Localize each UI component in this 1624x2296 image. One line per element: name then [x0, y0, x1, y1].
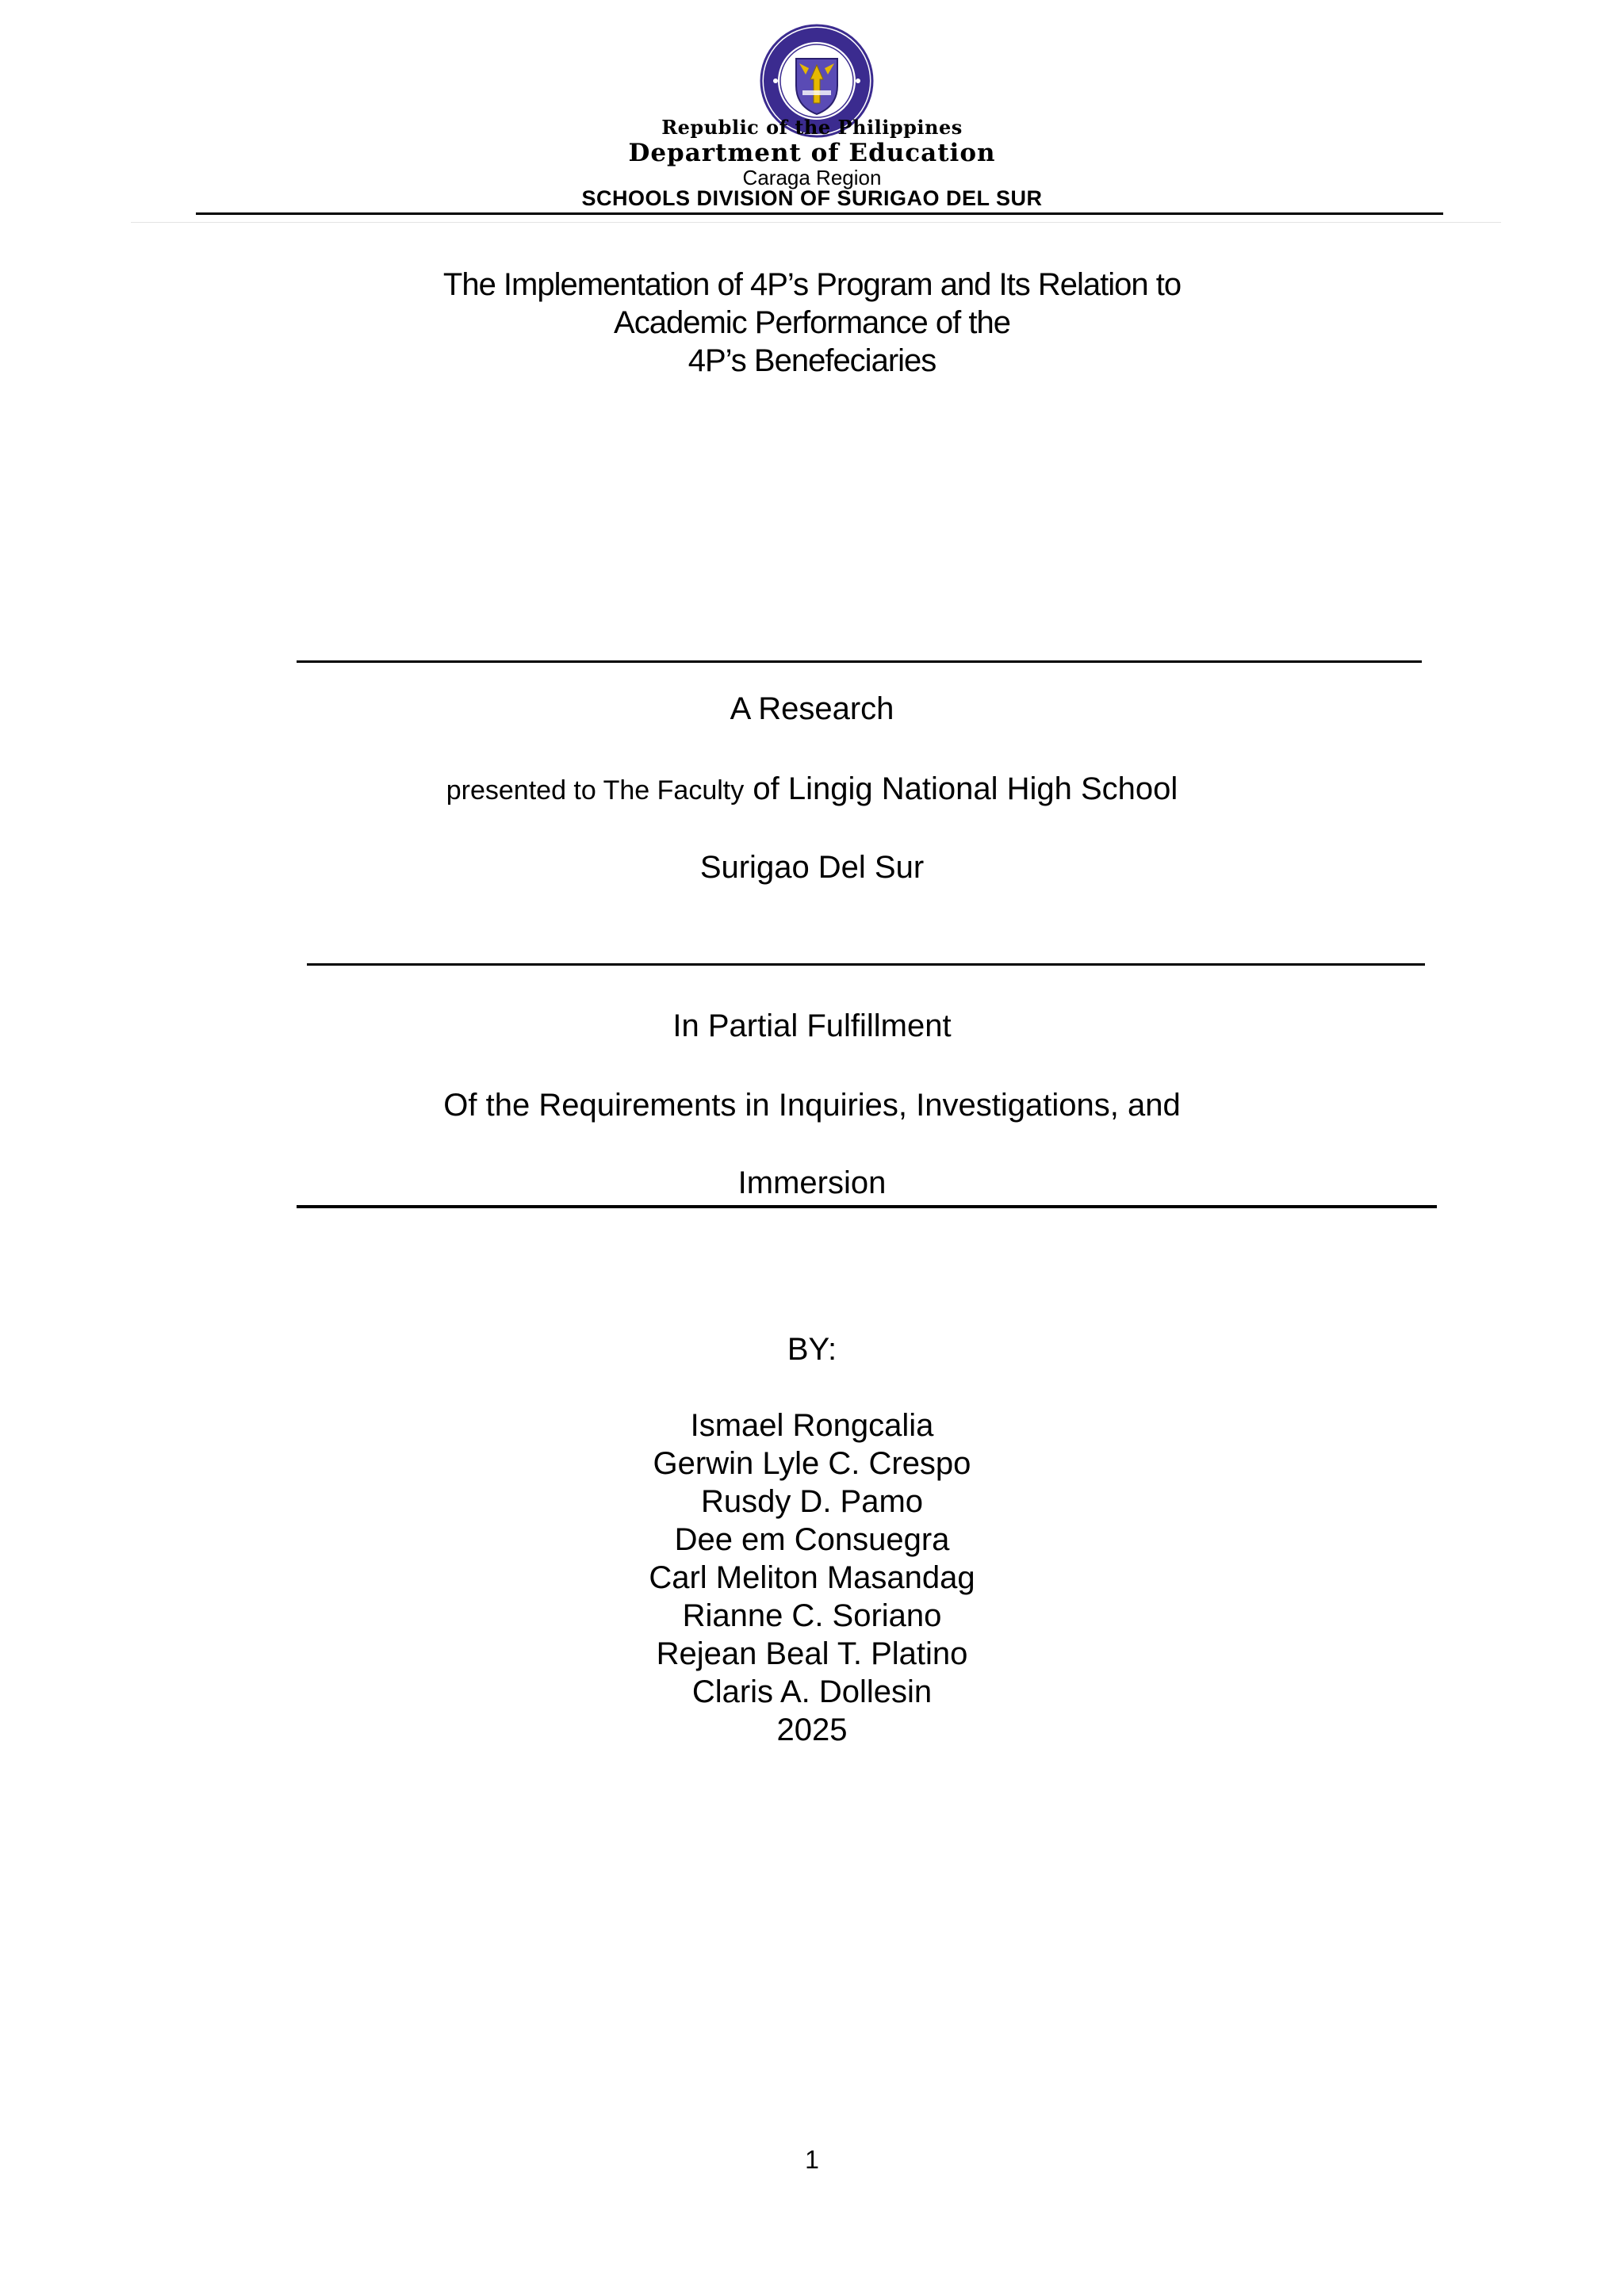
section-divider-3 — [297, 1205, 1437, 1208]
author-name: Carl Meliton Masandag — [649, 1560, 975, 1595]
author-name: Ismael Rongcalia — [690, 1408, 934, 1443]
fulfillment-line-3: Immersion — [737, 1165, 887, 1200]
presented-line — [0, 771, 1624, 807]
title-line-3: 4P’s Benefeciaries — [688, 343, 936, 378]
header-divider — [196, 212, 1443, 215]
title-line-2: Academic Performance of the — [614, 305, 1010, 340]
division-label: SCHOOLS DIVISION OF SURIGAO DEL SUR — [581, 186, 1043, 210]
province-label: Surigao Del Sur — [699, 850, 925, 885]
research-heading: A Research — [730, 691, 894, 726]
year-label: 2025 — [776, 1712, 848, 1747]
fulfillment-line-1: In Partial Fulfillment — [672, 1008, 952, 1043]
author-name: Rianne C. Soriano — [682, 1598, 942, 1633]
region-label: Caraga Region — [742, 166, 882, 189]
republic-label: Republic of the Philippines — [661, 116, 963, 139]
by-label: BY: — [787, 1332, 837, 1367]
section-divider-2 — [307, 963, 1425, 966]
header-faint-divider — [131, 222, 1501, 223]
section-divider-1 — [297, 660, 1422, 663]
author-name: Claris A. Dollesin — [691, 1674, 933, 1709]
presented-prefix: presented to The Faculty — [446, 775, 745, 806]
author-name: Gerwin Lyle C. Crespo — [653, 1446, 971, 1481]
fulfillment-line-2: Of the Requirements in Inquiries, Investigations, and — [443, 1088, 1181, 1123]
title-line-1: The Implementation of 4P’s Program and Its Relation to — [442, 267, 1182, 302]
author-name: Rusdy D. Pamo — [700, 1484, 924, 1519]
school-name: of Lingig National High School — [744, 771, 1178, 806]
author-name: Dee em Consuegra — [674, 1522, 950, 1557]
department-label: Department of Education — [628, 139, 996, 167]
author-name: Rejean Beal T. Platino — [656, 1636, 968, 1671]
page-number: 1 — [805, 2145, 819, 2174]
